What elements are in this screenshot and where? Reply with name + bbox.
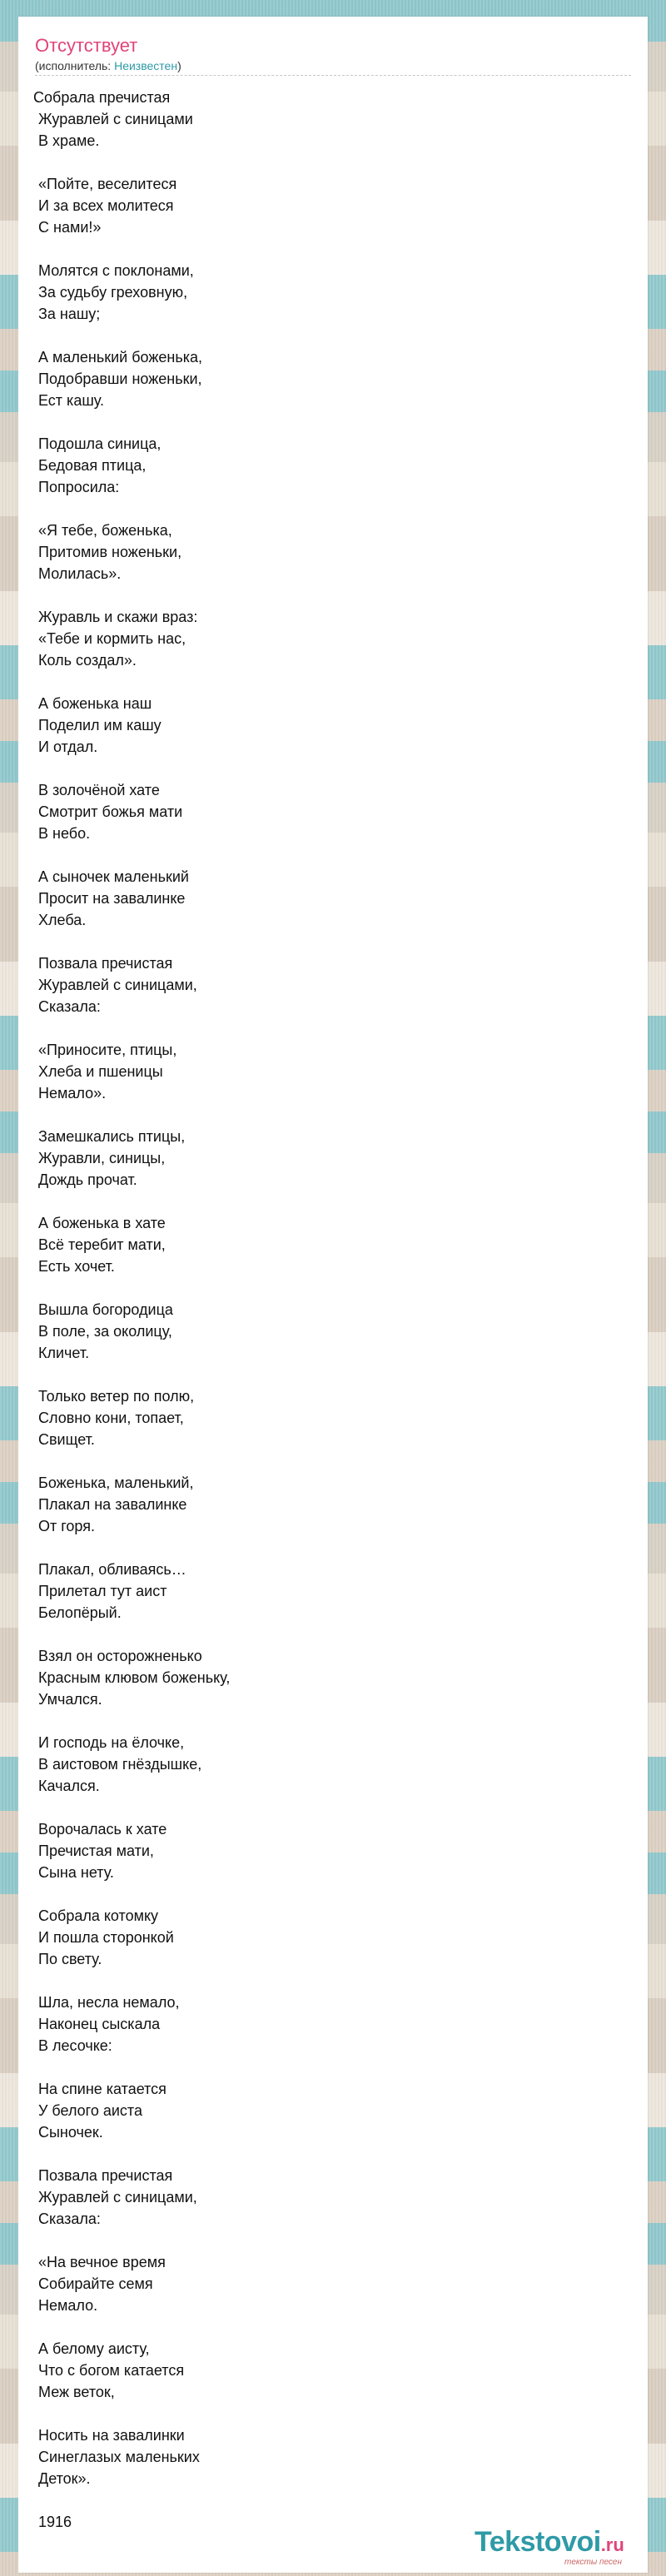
lyric-line: Хлеба. bbox=[38, 912, 87, 928]
lyric-line: Всё теребит мати, bbox=[38, 1236, 166, 1253]
stanza bbox=[38, 346, 621, 411]
lyric-line: А белому аисту, bbox=[38, 2340, 150, 2357]
song-title: Отсутствует bbox=[35, 35, 138, 56]
stanza bbox=[38, 1732, 621, 1797]
lyric-line: И отдал. bbox=[38, 738, 98, 755]
stanza bbox=[38, 866, 621, 931]
lyric-line: В аистовом гнёздышке, bbox=[38, 1756, 202, 1773]
lyric-line: Наконец сыскала bbox=[38, 2016, 161, 2032]
lyric-line: В храме. bbox=[38, 132, 100, 149]
lyric-line: Собрала котомку bbox=[38, 1907, 159, 1924]
stanza bbox=[38, 260, 621, 325]
lyric-line: Носить на завалинки bbox=[38, 2427, 185, 2444]
lyric-line: У белого аиста bbox=[38, 2102, 142, 2119]
lyric-line: Немало. bbox=[38, 2297, 98, 2314]
song-page bbox=[18, 17, 648, 2573]
stanza bbox=[38, 779, 621, 844]
lyric-line: Деток». bbox=[38, 2470, 91, 2487]
title-divider bbox=[35, 75, 631, 76]
lyric-line: Белопёрый. bbox=[38, 1604, 122, 1621]
lyric-line: За нашу; bbox=[38, 306, 101, 322]
stanza bbox=[38, 1645, 621, 1710]
artist-line bbox=[35, 58, 181, 73]
stanza bbox=[38, 173, 621, 238]
artist-suffix: ) bbox=[177, 59, 181, 72]
lyric-line: Красным клювом боженьку, bbox=[38, 1669, 231, 1686]
lyric-line: Пречистая мати, bbox=[38, 1842, 154, 1859]
lyric-line: «Пойте, веселитеся bbox=[38, 176, 177, 192]
lyrics-text bbox=[33, 87, 621, 2554]
lyric-line: А боженька в хате bbox=[38, 1215, 166, 1231]
lyric-line: В поле, за околицу, bbox=[38, 1323, 172, 1340]
lyric-line: А боженька наш bbox=[38, 695, 152, 712]
lyric-line: В лесочке: bbox=[38, 2037, 112, 2054]
lyric-line: Меж веток, bbox=[38, 2384, 115, 2400]
lyric-line: Сказала: bbox=[38, 2210, 101, 2227]
lyric-line: Прилетал тут аист bbox=[38, 1583, 167, 1599]
lyric-line: Плакал на завалинке bbox=[38, 1496, 187, 1513]
stanza bbox=[38, 693, 621, 758]
lyric-line: Журавлей с синицами, bbox=[38, 2189, 197, 2206]
lyric-line: Журавлей с синицами, bbox=[38, 977, 197, 993]
lyric-line: «Тебе и кормить нас, bbox=[38, 630, 186, 647]
lyric-line: От горя. bbox=[38, 1518, 95, 1534]
lyric-line: Немало». bbox=[38, 1085, 107, 1102]
lyric-line: Поделил им кашу bbox=[38, 717, 162, 734]
stanza bbox=[38, 1126, 621, 1191]
lyric-line: В золочёной хате bbox=[38, 782, 160, 798]
lyric-line: Подобравши ноженьки, bbox=[38, 370, 202, 387]
stanza bbox=[38, 1818, 621, 1883]
lyric-line: Просит на завалинке bbox=[38, 890, 186, 907]
lyric-line: Боженька, маленький, bbox=[38, 1474, 194, 1491]
stanza bbox=[38, 1472, 621, 1537]
lyric-line: «На вечное время bbox=[38, 2254, 166, 2270]
stanza bbox=[38, 2165, 621, 2230]
lyric-line: Позвала пречистая bbox=[38, 2167, 173, 2184]
stanza bbox=[38, 2338, 621, 2403]
lyric-line: Дождь прочат. bbox=[38, 1171, 137, 1188]
lyric-line: Есть хочет. bbox=[38, 1258, 115, 1275]
stanza bbox=[38, 2251, 621, 2316]
lyric-line: Журавль и скажи враз: bbox=[38, 609, 198, 625]
stanza bbox=[38, 1299, 621, 1364]
lyric-line: На спине катается bbox=[38, 2081, 166, 2097]
stanza bbox=[38, 1212, 621, 1277]
lyric-line: По свету. bbox=[38, 1951, 102, 1967]
logo-tld: .ru bbox=[600, 2534, 624, 2555]
lyric-line: И пошла сторонкой bbox=[38, 1929, 174, 1946]
stanza bbox=[38, 520, 621, 584]
lyric-line: Сына нету. bbox=[38, 1864, 114, 1881]
lyric-line: Собрала пречистая bbox=[33, 89, 171, 106]
lyric-line: Собирайте семя bbox=[38, 2275, 153, 2292]
lyric-line: Журавлей с синицами bbox=[38, 111, 193, 127]
stanza bbox=[38, 433, 621, 498]
lyric-line: И за всех молитеся bbox=[38, 197, 174, 214]
stanza bbox=[38, 1559, 621, 1624]
lyric-line: Сказала: bbox=[38, 998, 101, 1015]
lyric-line: Притомив ноженьки, bbox=[38, 544, 182, 560]
lyric-line: Что с богом катается bbox=[38, 2362, 185, 2379]
lyric-line: С нами!» bbox=[38, 219, 102, 236]
lyric-line: Коль создал». bbox=[38, 652, 137, 669]
lyric-line: Вышла богородица bbox=[38, 1301, 173, 1318]
lyric-line: Свищет. bbox=[38, 1431, 95, 1448]
lyric-line: «Приносите, птицы, bbox=[38, 1042, 177, 1058]
lyric-line: Замешкались птицы, bbox=[38, 1128, 186, 1145]
lyric-line: Смотрит божья мати bbox=[38, 803, 183, 820]
stanza bbox=[38, 1992, 621, 2056]
stanza bbox=[33, 87, 621, 152]
lyric-line: Только ветер по полю, bbox=[38, 1388, 195, 1405]
lyric-line: Шла, несла немало, bbox=[38, 1994, 180, 2011]
lyric-line: А сыночек маленький bbox=[38, 868, 189, 885]
stanza bbox=[38, 1385, 621, 1450]
lyric-line: Бедовая птица, bbox=[38, 457, 147, 474]
lyric-line: Молятся с поклонами, bbox=[38, 262, 194, 279]
logo-brand: Tekstovoi bbox=[475, 2526, 601, 2558]
stanza bbox=[38, 1905, 621, 1970]
stanza bbox=[38, 2424, 621, 2489]
logo-wordmark bbox=[475, 2526, 624, 2561]
lyric-line: Взял он осторожненько bbox=[38, 1648, 202, 1664]
stanza bbox=[38, 606, 621, 671]
lyric-line: Позвала пречистая bbox=[38, 955, 173, 972]
lyric-line: Ворочалась к хате bbox=[38, 1821, 167, 1838]
artist-link[interactable]: Неизвестен bbox=[114, 59, 178, 72]
stanza bbox=[38, 1039, 621, 1104]
lyric-line: Молилась». bbox=[38, 565, 122, 582]
stanza bbox=[38, 952, 621, 1017]
lyric-line: 1916 bbox=[38, 2514, 72, 2530]
stanza bbox=[38, 2078, 621, 2143]
lyric-line: Попросила: bbox=[38, 479, 120, 495]
lyric-line: «Я тебе, боженька, bbox=[38, 522, 172, 539]
lyric-line: Подошла синица, bbox=[38, 435, 162, 452]
lyric-line: Качался. bbox=[38, 1778, 100, 1794]
logo-tagline: тексты песен bbox=[564, 2558, 622, 2567]
lyric-line: Кличет. bbox=[38, 1345, 90, 1361]
lyric-line: За судьбу греховную, bbox=[38, 284, 188, 301]
lyric-line: Умчался. bbox=[38, 1691, 102, 1708]
lyric-line: В небо. bbox=[38, 825, 91, 842]
artist-prefix: (исполнитель: bbox=[35, 59, 115, 72]
site-logo[interactable] bbox=[475, 2526, 649, 2568]
lyric-line: Сыночек. bbox=[38, 2124, 103, 2141]
lyric-line: Журавли, синицы, bbox=[38, 1150, 166, 1166]
lyric-line: А маленький боженька, bbox=[38, 349, 202, 366]
lyric-line: Словно кони, топает, bbox=[38, 1410, 184, 1426]
lyric-line: Плакал, обливаясь… bbox=[38, 1561, 186, 1578]
lyric-line: Синеглазых маленьких bbox=[38, 2449, 200, 2465]
lyric-line: Хлеба и пшеницы bbox=[38, 1063, 163, 1080]
lyric-line: И господь на ёлочке, bbox=[38, 1734, 185, 1751]
lyric-line: Ест кашу. bbox=[38, 392, 104, 409]
